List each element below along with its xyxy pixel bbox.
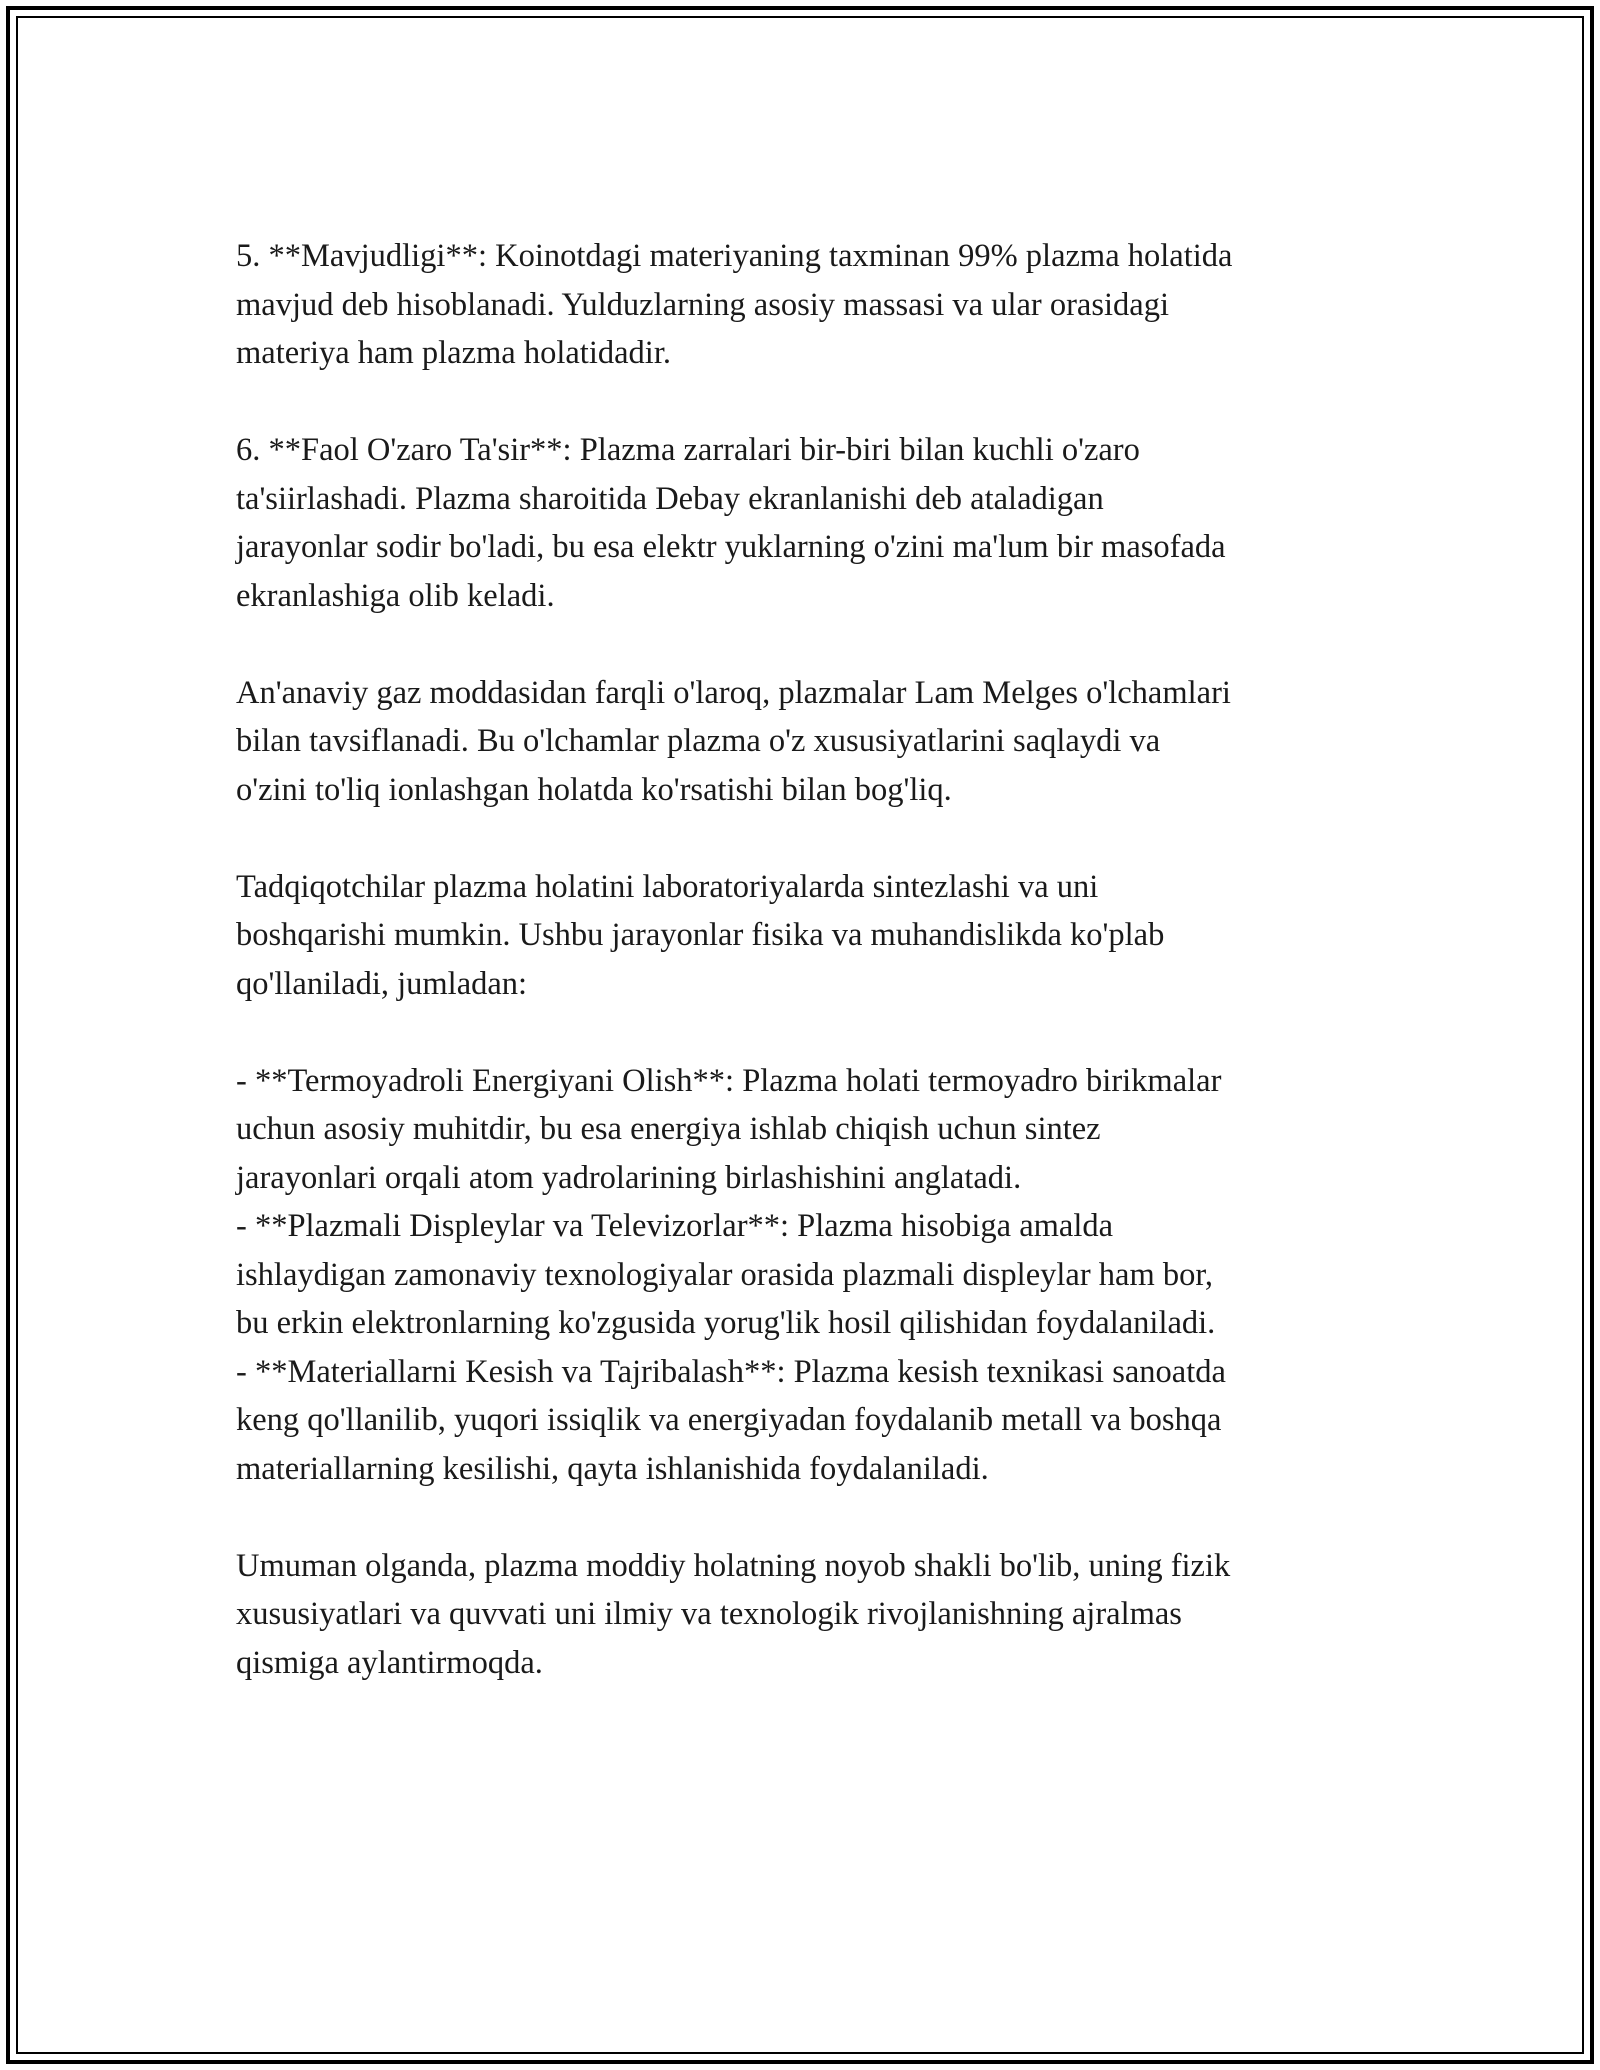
paragraph-lam-melges: An'anaviy gaz moddasidan farqli o'laroq, plazmalar Lam Melges o'lchamlari bilan tavsiflanadi. Bu o'lchamlar plazma o'z xususiyatlarini saqlaydi va o'zini to'liq ionlashgan holatda ko'rsatishi bilan bog'liq.: [236, 674, 1231, 808]
paragraph-item-5: 5. **Mavjudligi**: Koinotdagi materiyaning taxminan 99% plazma holatida mavjud deb hisoblanadi. Yulduzlarning asosiy massasi va ular orasidagi materiya ham plazma holatidadir.: [236, 238, 1233, 371]
paragraph-research: Tadqiqotchilar plazma holatini laboratoriyalarda sintezlashi va uni boshqarishi mumkin. Ushbu jarayonlar fisika va muhandislikda ko'plab qo'llaniladi, jumladan:: [236, 868, 1165, 1002]
paragraph-item-6: 6. **Faol O'zaro Ta'sir**: Plazma zarralari bir-biri bilan kuchli o'zaro ta'siirlashadi. Plazma sharoitida Debay ekranlanishi deb ataladigan jarayonlar sodir bo'ladi, bu esa elektr yuklarning o'zini ma'lum bir masofada ekranlashiga olib keladi.: [236, 432, 1226, 614]
document-body: [236, 232, 1376, 1687]
paragraph-conclusion: Umuman olganda, plazma moddiy holatning noyob shakli bo'lib, uning fizik xususiyatlari va quvvati uni ilmiy va texnologik rivojlanishning ajralmas qismiga aylantirmoqda.: [236, 1547, 1231, 1681]
paragraph-applications-list: - **Termoyadroli Energiyani Olish**: Plazma holati termoyadro birikmalar uchun asosiy muhitdir, bu esa energiya ishlab chiqish uchun sintez jarayonlari orqali atom yadrolarining birlashishini anglatadi. - **Plazmali Displeylar va Televizorlar**: Plazma hisobiga amalda ishlaydigan zamonaviy texnologiyalar orasida plazmali displeylar ham bor, bu erkin elektronlarning ko'zgusida yorug'lik hosil qilishidan foydalaniladi. - **Materiallarni Kesish va Tajribalash**: Plazma kesish texnikasi sanoatda keng qo'llanilib, yuqori issiqlik va energiyadan foydalanib metall va boshqa materiallarning kesilishi, qayta ishlanishida foydalaniladi.: [236, 1062, 1226, 1487]
